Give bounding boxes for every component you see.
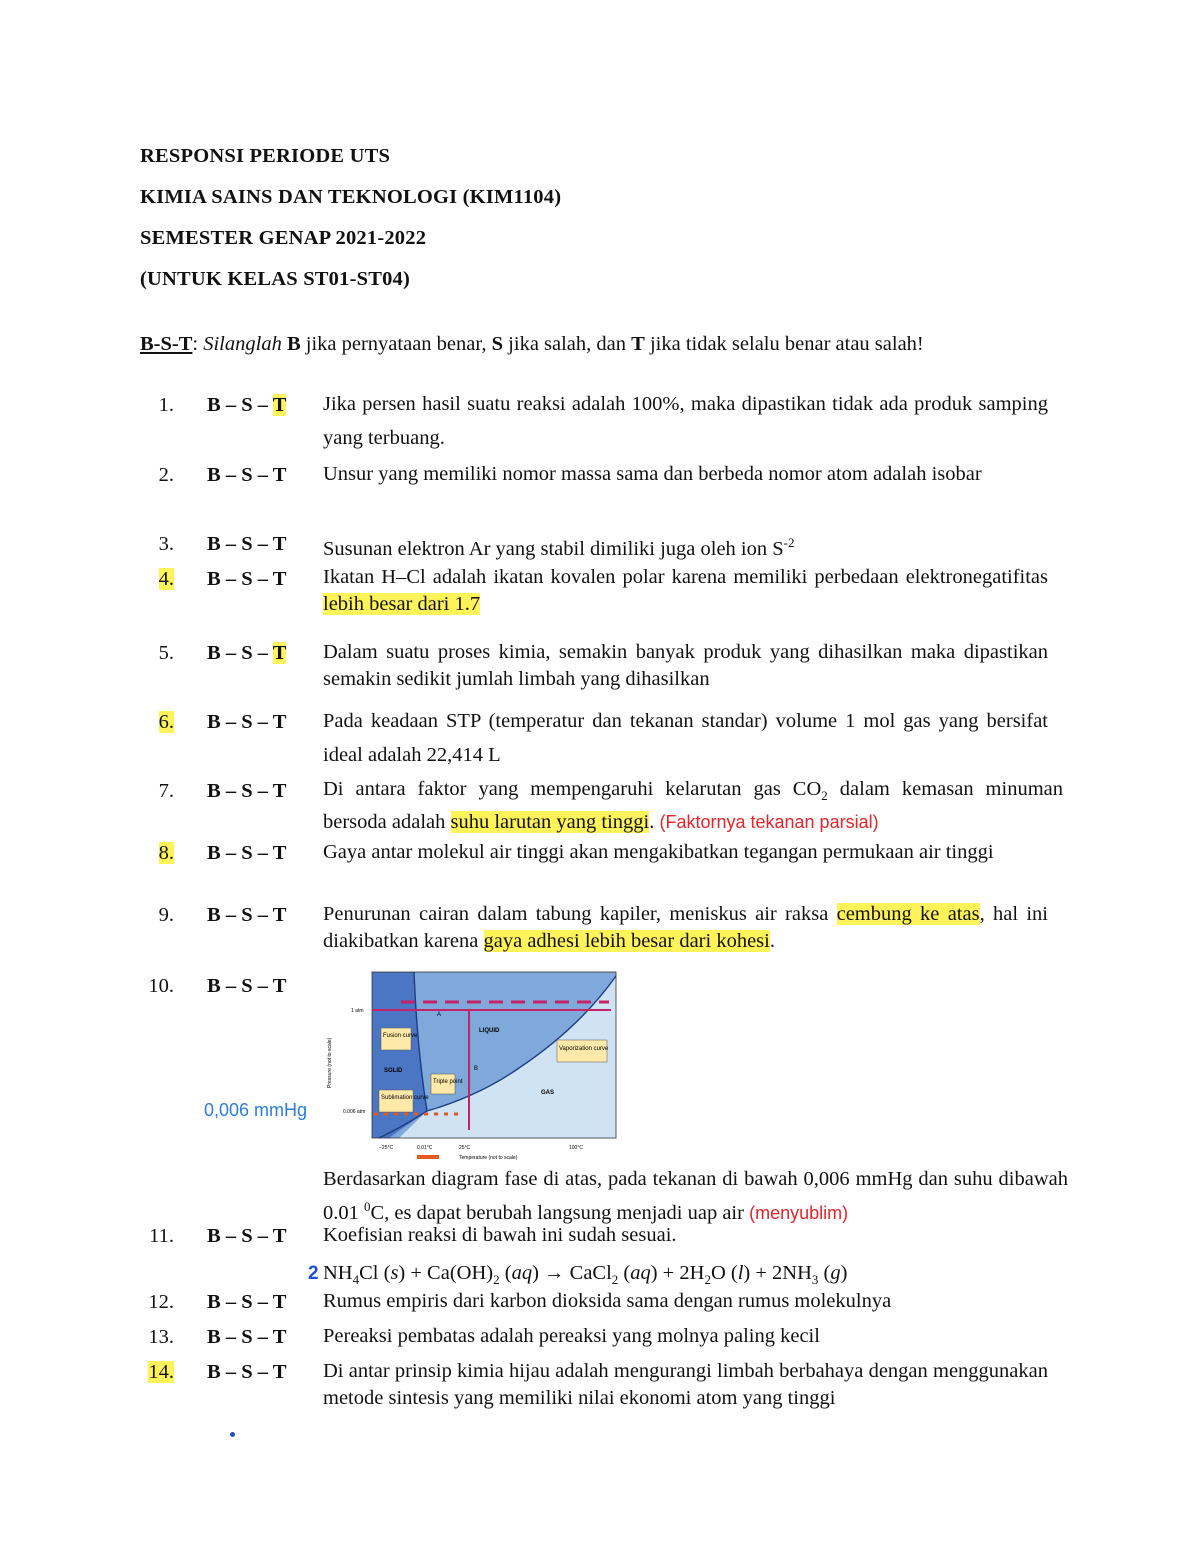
bst-choice[interactable]: B – S – T <box>207 533 287 555</box>
doc-title: RESPONSI PERIODE UTS <box>140 145 391 167</box>
statement: Pada keadaan STP (temperatur dan tekanan standar) volume 1 mol gas yang bersifat ideal adalah 22,414 L <box>323 710 1048 766</box>
statement: Di antara faktor yang mempengaruhi kelarutan gas $CO_2$ dalam kemasan minuman bersoda adalah suhu larutan yang tinggi. (Faktornya tekanan parsial) <box>323 778 1063 834</box>
bst-choice[interactable]: B – S – T <box>207 904 287 926</box>
svg-text:A: A <box>437 1012 442 1018</box>
bst-choice[interactable]: B – S – T <box>207 711 287 733</box>
bst-choice[interactable]: B – S – T <box>207 568 287 590</box>
svg-text:Vaporization curve: Vaporization curve <box>559 1046 609 1052</box>
bst-choice[interactable]: B – S – T <box>207 1361 287 1383</box>
svg-text:1 atm: 1 atm <box>351 1008 364 1014</box>
semester-title: SEMESTER GENAP 2021-2022 <box>140 227 427 249</box>
highlighted-text: lebih besar dari 1.7 <box>323 593 481 615</box>
bst-choice[interactable]: B – S – T <box>207 394 287 416</box>
svg-text:Pressure (not to scale): Pressure (not to scale) <box>327 1037 333 1088</box>
pressure-annotation: 0,006 mmHg <box>204 1100 308 1120</box>
statement: Pereaksi pembatas adalah pereaksi yang molnya paling kecil <box>323 1325 820 1347</box>
svg-text:−25°C: −25°C <box>379 1145 394 1151</box>
svg-text:SOLID: SOLID <box>384 1068 403 1074</box>
instruction: B-S-T: Silanglah B jika pernyataan benar, S jika salah, dan T jika tidak selalu benar atau salah! <box>140 333 924 355</box>
statement: Penurunan cairan dalam tabung kapiler, meniskus air raksa cembung ke atas, hal ini diakibatkan karena gaya adhesi lebih besar dari kohesi. <box>323 903 1048 952</box>
statement: Ikatan H–Cl adalah ikatan kovalen polar karena memiliki perbedaan elektronegatifitas lebih besar dari 1.7 <box>323 566 1048 615</box>
teacher-note: (menyublim) <box>749 1202 849 1223</box>
svg-text:25°C: 25°C <box>459 1145 471 1151</box>
bst-choice[interactable]: B – S – T <box>207 464 287 486</box>
item-number: 10. <box>148 975 174 997</box>
class-title: (UNTUK KELAS ST01-ST04) <box>140 268 411 290</box>
item-number: 5. <box>158 642 174 664</box>
statement: Unsur yang memiliki nomor massa sama dan berbeda nomor atom adalah isobar <box>323 463 982 485</box>
item-number: 2. <box>158 464 174 486</box>
item-number: 8. <box>158 842 174 864</box>
highlighted-text: suhu larutan yang tinggi <box>450 811 650 834</box>
item-number: 6. <box>158 711 174 733</box>
stray-dot <box>230 1432 235 1437</box>
item-number: 14. <box>148 1361 174 1383</box>
item-number: 9. <box>158 904 174 926</box>
handwritten-mark: 2 <box>308 1263 319 1284</box>
svg-text:B: B <box>474 1066 479 1072</box>
bst-choice[interactable]: B – S – T <box>207 1326 287 1348</box>
statement: Berdasarkan diagram fase di atas, pada tekanan di bawah 0,006 mmHg dan suhu dibawah 0.01 $^0$C, es dapat berubah langsung menjadi uap air (menyublim) <box>323 1168 1068 1224</box>
svg-text:Fusion curve: Fusion curve <box>383 1033 418 1039</box>
statement: Rumus empiris dari karbon dioksida sama dengan rumus molekulnya <box>323 1290 892 1312</box>
bst-choice[interactable]: B – S – T <box>207 1225 287 1247</box>
reaction-equation: $NH_4Cl$ $(s) + Ca(OH)_2$ (aq) → CaCl$_2$ $(aq) + 2H_2O$ $(l) + 2NH_3$ (g) <box>323 1262 848 1288</box>
statement: Susunan elektron Ar yang stabil dimiliki juga oleh ion $S^{-2}$ <box>323 535 795 560</box>
highlighted-text: cembung ke atas <box>836 903 980 925</box>
teacher-note: (Faktornya tekanan parsial) <box>659 812 879 833</box>
bst-choice[interactable]: B – S – T <box>207 842 287 864</box>
selected-answer: T <box>272 642 287 664</box>
item-number: 4. <box>158 568 174 590</box>
svg-text:Sublimation curve: Sublimation curve <box>381 1095 429 1101</box>
statement: Di antar prinsip kimia hijau adalah mengurangi limbah berbahaya dengan menggunakan metode sintesis yang memiliki nilai ekonomi atom yang tinggi <box>323 1360 1048 1409</box>
course-title: KIMIA SAINS DAN TEKNOLOGI (KIM1104) <box>140 186 562 208</box>
bst-choice[interactable]: B – S – T <box>207 975 287 997</box>
bst-choice[interactable]: B – S – T <box>207 780 287 802</box>
phase-diagram <box>319 968 619 1164</box>
svg-text:100°C: 100°C <box>569 1145 583 1151</box>
selected-answer: T <box>272 394 287 416</box>
item-number: 11. <box>149 1225 174 1247</box>
item-number: 7. <box>158 780 174 802</box>
statement: Gaya antar molekul air tinggi akan mengakibatkan tegangan permukaan air tinggi <box>323 841 994 863</box>
statement: Dalam suatu proses kimia, semakin banyak produk yang dihasilkan maka dipastikan semakin sedikit jumlah limbah yang dihasilkan <box>323 641 1048 690</box>
svg-text:0.01°C: 0.01°C <box>417 1145 433 1151</box>
instruction-label: B-S-T <box>140 333 193 355</box>
bst-choice[interactable]: B – S – T <box>207 1291 287 1313</box>
temperature-marker <box>417 1155 439 1159</box>
svg-text:LIQUID: LIQUID <box>479 1028 500 1034</box>
svg-text:GAS: GAS <box>541 1090 555 1096</box>
item-number: 3. <box>158 533 174 555</box>
bst-choice[interactable]: B – S – T <box>207 642 287 664</box>
item-number: 1. <box>158 394 174 416</box>
highlighted-text: gaya adhesi lebih besar dari kohesi <box>483 930 770 952</box>
statement: Koefisian reaksi di bawah ini sudah sesuai. <box>323 1224 677 1246</box>
svg-text:0.006 atm: 0.006 atm <box>343 1109 366 1115</box>
statement: Jika persen hasil suatu reaksi adalah 100%, maka dipastikan tidak ada produk samping yang terbuang. <box>323 393 1048 449</box>
item-number: 12. <box>148 1291 174 1313</box>
svg-text:Temperature (not to scale): Temperature (not to scale) <box>459 1155 518 1161</box>
svg-text:Triple point: Triple point <box>433 1079 463 1085</box>
item-number: 13. <box>148 1326 174 1348</box>
